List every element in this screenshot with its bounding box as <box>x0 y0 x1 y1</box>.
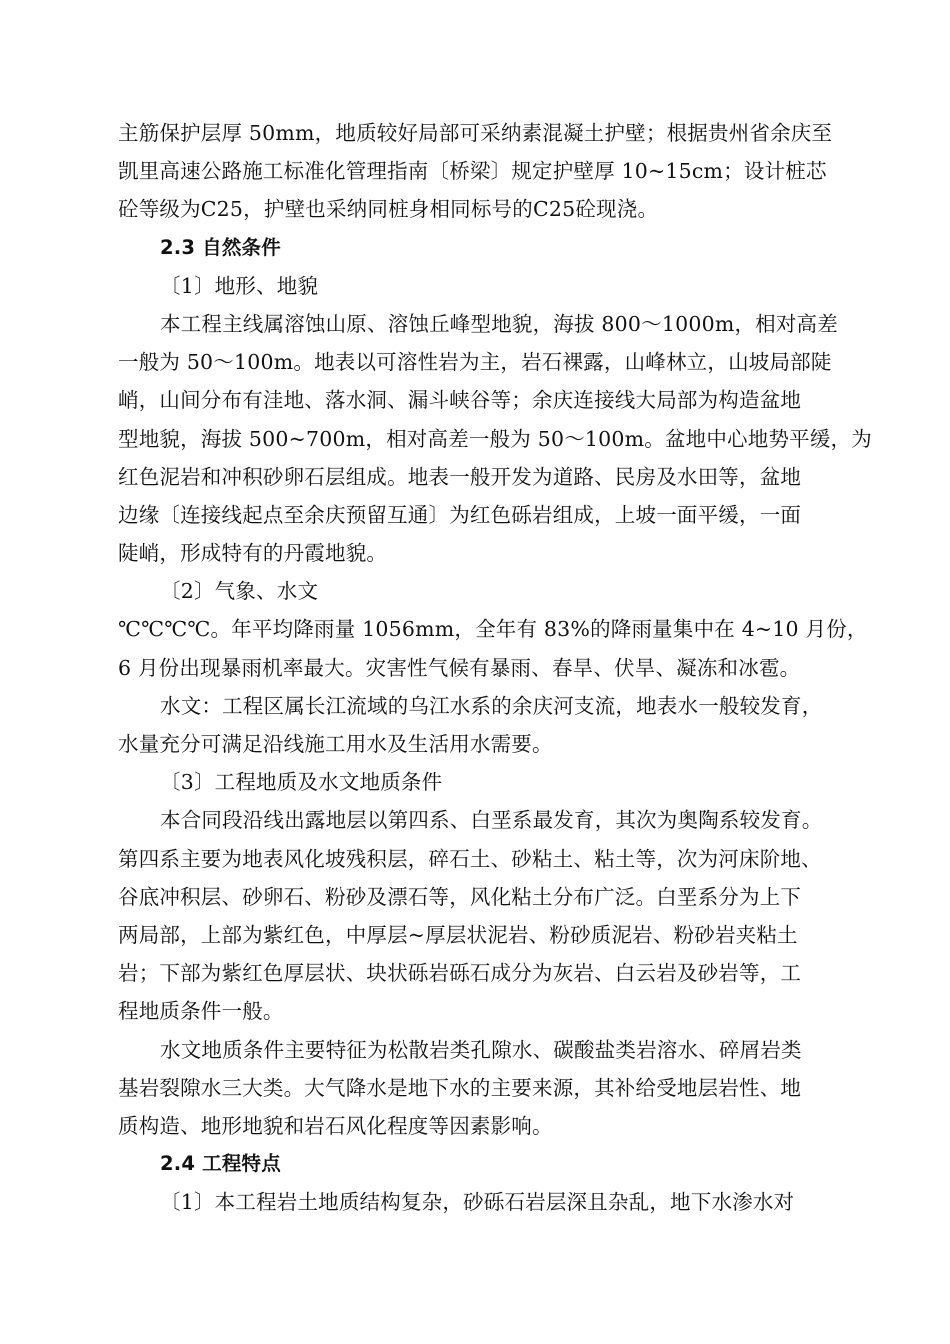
paragraph-line: 一般为 50～100m。地表以可溶性岩为主，岩石裸露，山峰林立，山坡局部陡 <box>118 350 832 375</box>
paragraph-line: 型地貌，海拔 500~700m，相对高差一般为 50～100m。盆地中心地势平缓，为 <box>118 426 872 451</box>
paragraph-line: 陡峭，形成特有的丹霞地貌。 <box>118 541 388 566</box>
section-heading-2-3: 2.3 自然条件 <box>160 235 281 259</box>
paragraph-line: 边缘〔连接线起点至余庆预留互通〕为红色砾岩组成，上坡一面平缓，一面 <box>118 502 802 527</box>
paragraph-line: 〔1〕本工程岩土地质结构复杂，砂砾石岩层深且杂乱，地下水渗水对 <box>160 1190 795 1215</box>
paragraph-line: 砼等级为C25，护壁也采纳同桩身相同标号的C25砼现浇。 <box>118 197 659 222</box>
document-page <box>118 114 872 1221</box>
paragraph-line: 水文地质条件主要特征为松散岩类孔隙水、碳酸盐类岩溶水、碎屑岩类 <box>160 1037 802 1062</box>
paragraph-line: 岩；下部为紫红色厚层状、块状砾岩砾石成分为灰岩、白云岩及砂岩等，工 <box>118 961 802 986</box>
paragraph-line: 6 月份出现暴雨机率最大。灾害性气候有暴雨、春旱、伏旱、凝冻和冰雹。 <box>118 655 801 680</box>
paragraph-line: 程地质条件一般。 <box>118 999 284 1024</box>
paragraph-line: 谷底冲积层、砂卵石、粉砂及漂石等，风化粘土分布广泛。白垩系分为上下 <box>118 884 802 909</box>
subsection-heading-terrain: 〔1〕地形、地貌 <box>160 273 319 298</box>
paragraph-line: ℃℃℃℃。年平均降雨量 1056mm，全年有 83%的降雨量集中在 4~10 月份， <box>118 617 868 642</box>
paragraph-line: 基岩裂隙水三大类。大气降水是地下水的主要来源，其补给受地层岩性、地 <box>118 1075 802 1100</box>
paragraph-line: 本工程主线属溶蚀山原、溶蚀丘峰型地貌，海拔 800～1000m，相对高差 <box>160 311 838 336</box>
paragraph-line: 凯里高速公路施工标准化管理指南〔桥梁〕规定护壁厚 10~15cm；设计桩芯 <box>118 159 827 184</box>
section-heading-2-4: 2.4 工程特点 <box>160 1152 281 1176</box>
subsection-heading-geology: 〔3〕工程地质及水文地质条件 <box>160 770 443 795</box>
paragraph-line: 峭，山间分布有洼地、落水洞、漏斗峡谷等；余庆连接线大局部为构造盆地 <box>118 388 802 413</box>
paragraph-line: 主筋保护层厚 50mm，地质较好局部可采纳素混凝土护壁；根据贵州省余庆至 <box>118 121 833 145</box>
subsection-heading-weather-hydrology: 〔2〕气象、水文 <box>160 579 319 604</box>
paragraph-line: 水量充分可满足沿线施工用水及生活用水需要。 <box>118 732 553 756</box>
paragraph-line: 红色泥岩和冲积砂卵石层组成。地表一般开发为道路、民房及水田等，盆地 <box>118 464 802 489</box>
paragraph-line: 第四系主要为地表风化坡残积层，碎石土、砂粘土、粘土等，次为河床阶地、 <box>118 846 822 871</box>
paragraph-line: 质构造、地形地貌和岩石风化程度等因素影响。 <box>118 1113 553 1138</box>
paragraph-line: 两局部，上部为紫红色，中厚层~厚层状泥岩、粉砂质泥岩、粉砂岩夹粘土 <box>118 922 798 947</box>
paragraph-line: 本合同段沿线出露地层以第四系、白垩系最发育，其次为奥陶系较发育。 <box>160 808 823 833</box>
paragraph-line: 水文：工程区属长江流域的乌江水系的余庆河支流，地表水一般较发育， <box>160 693 823 718</box>
